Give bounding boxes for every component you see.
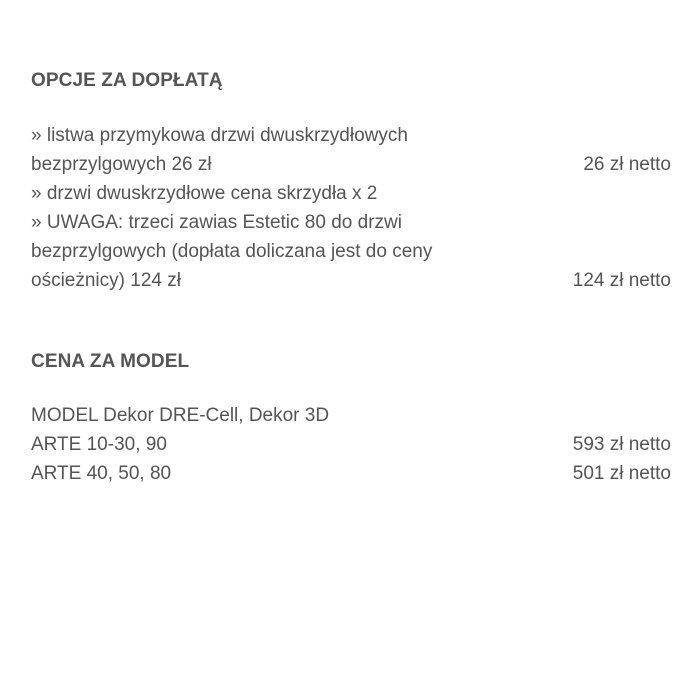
option-line <box>31 266 671 295</box>
model-price-line-text: ARTE 10-30, 90 <box>31 434 167 455</box>
model-price-line <box>31 430 671 459</box>
option-line <box>31 121 671 150</box>
option-line <box>31 150 671 179</box>
model-price-line-text: ARTE 40, 50, 80 <box>31 463 172 484</box>
option-line-text: ościeżnicy) 124 zł <box>31 270 181 291</box>
option-line-text: bezprzylgowych (dopłata doliczana jest do ceny <box>31 241 433 262</box>
option-line-price: 26 zł netto <box>583 154 671 175</box>
model-price-section-title: CENA ZA MODEL <box>31 351 190 372</box>
option-line-price: 124 zł netto <box>572 270 671 291</box>
model-price-line-price: 501 zł netto <box>572 463 671 484</box>
model-price-line-price: 593 zł netto <box>572 434 671 455</box>
option-line <box>31 237 671 266</box>
option-line-text: bezprzylgowych 26 zł <box>31 154 212 175</box>
option-line-text: » drzwi dwuskrzydłowe cena skrzydła x 2 <box>31 183 378 204</box>
model-price-line <box>31 459 671 488</box>
model-price-line-text: MODEL Dekor DRE-Cell, Dekor 3D <box>31 405 330 426</box>
option-line-text: » UWAGA: trzeci zawias Estetic 80 do drzwi <box>31 212 402 233</box>
option-line <box>31 179 671 208</box>
option-line-text: » listwa przymykowa drzwi dwuskrzydłowych <box>31 125 408 146</box>
model-price-line <box>31 401 671 430</box>
option-line <box>31 208 671 237</box>
options-section-title: OPCJE ZA DOPŁATĄ <box>31 70 223 91</box>
